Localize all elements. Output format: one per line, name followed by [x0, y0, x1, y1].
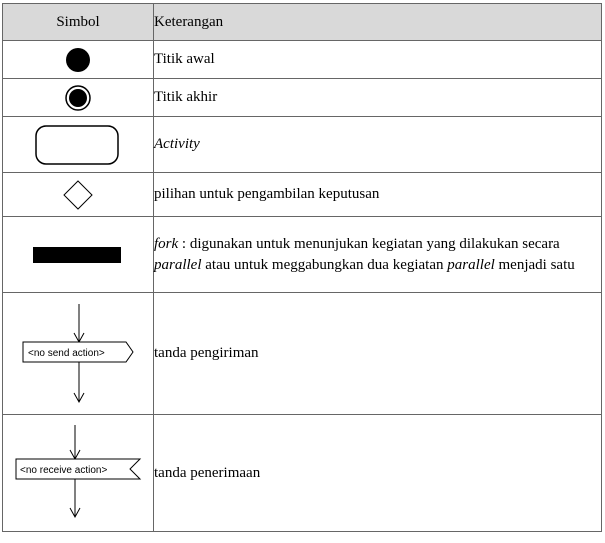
- description-cell: tanda penerimaan: [154, 415, 602, 532]
- description-cell: Titik awal: [154, 41, 602, 79]
- desc-text: atau untuk meggabungkan dua kegiatan: [201, 256, 448, 273]
- table-row: [3, 173, 602, 217]
- description-cell: tanda pengiriman: [154, 293, 602, 415]
- rounded-rectangle-icon: [33, 123, 123, 167]
- send-action-icon: [18, 302, 138, 406]
- symbol-cell: [3, 293, 154, 415]
- receive-action-icon: [13, 423, 143, 523]
- table-row: [3, 117, 602, 173]
- desc-term-parallel: parallel: [154, 256, 202, 273]
- desc-text: : digunakan untuk menunjukan kegiatan yang dilakukan secara: [178, 235, 560, 252]
- send-action-label: <no send action>: [28, 347, 105, 359]
- symbol-cell: [3, 217, 154, 293]
- symbol-cell: [3, 79, 154, 117]
- description-cell: [154, 217, 602, 293]
- table-row: [3, 41, 602, 79]
- desc-term-fork: fork: [154, 235, 179, 252]
- desc-term-parallel: parallel: [447, 256, 495, 273]
- diamond-icon: [60, 178, 96, 212]
- receive-action-label: <no receive action>: [20, 465, 108, 476]
- table-row: [3, 415, 602, 532]
- symbol-cell: [3, 41, 154, 79]
- bullseye-circle-icon: [63, 83, 93, 113]
- symbol-cell: [3, 117, 154, 173]
- header-row: [3, 4, 602, 41]
- description-cell: pilihan untuk pengambilan keputusan: [154, 173, 602, 217]
- description-cell: Titik akhir: [154, 79, 602, 117]
- symbol-cell: [3, 415, 154, 532]
- header-description: Keterangan: [154, 4, 602, 41]
- table-row: [3, 79, 602, 117]
- symbol-table: [2, 3, 602, 532]
- desc-text: menjadi satu: [494, 256, 575, 273]
- table-row: [3, 217, 602, 293]
- header-symbol: Simbol: [3, 4, 154, 41]
- symbol-cell: [3, 173, 154, 217]
- description-cell: Activity: [154, 117, 602, 173]
- table-row: [3, 293, 602, 415]
- filled-circle-icon: [63, 45, 93, 75]
- black-bar-icon: [30, 243, 126, 267]
